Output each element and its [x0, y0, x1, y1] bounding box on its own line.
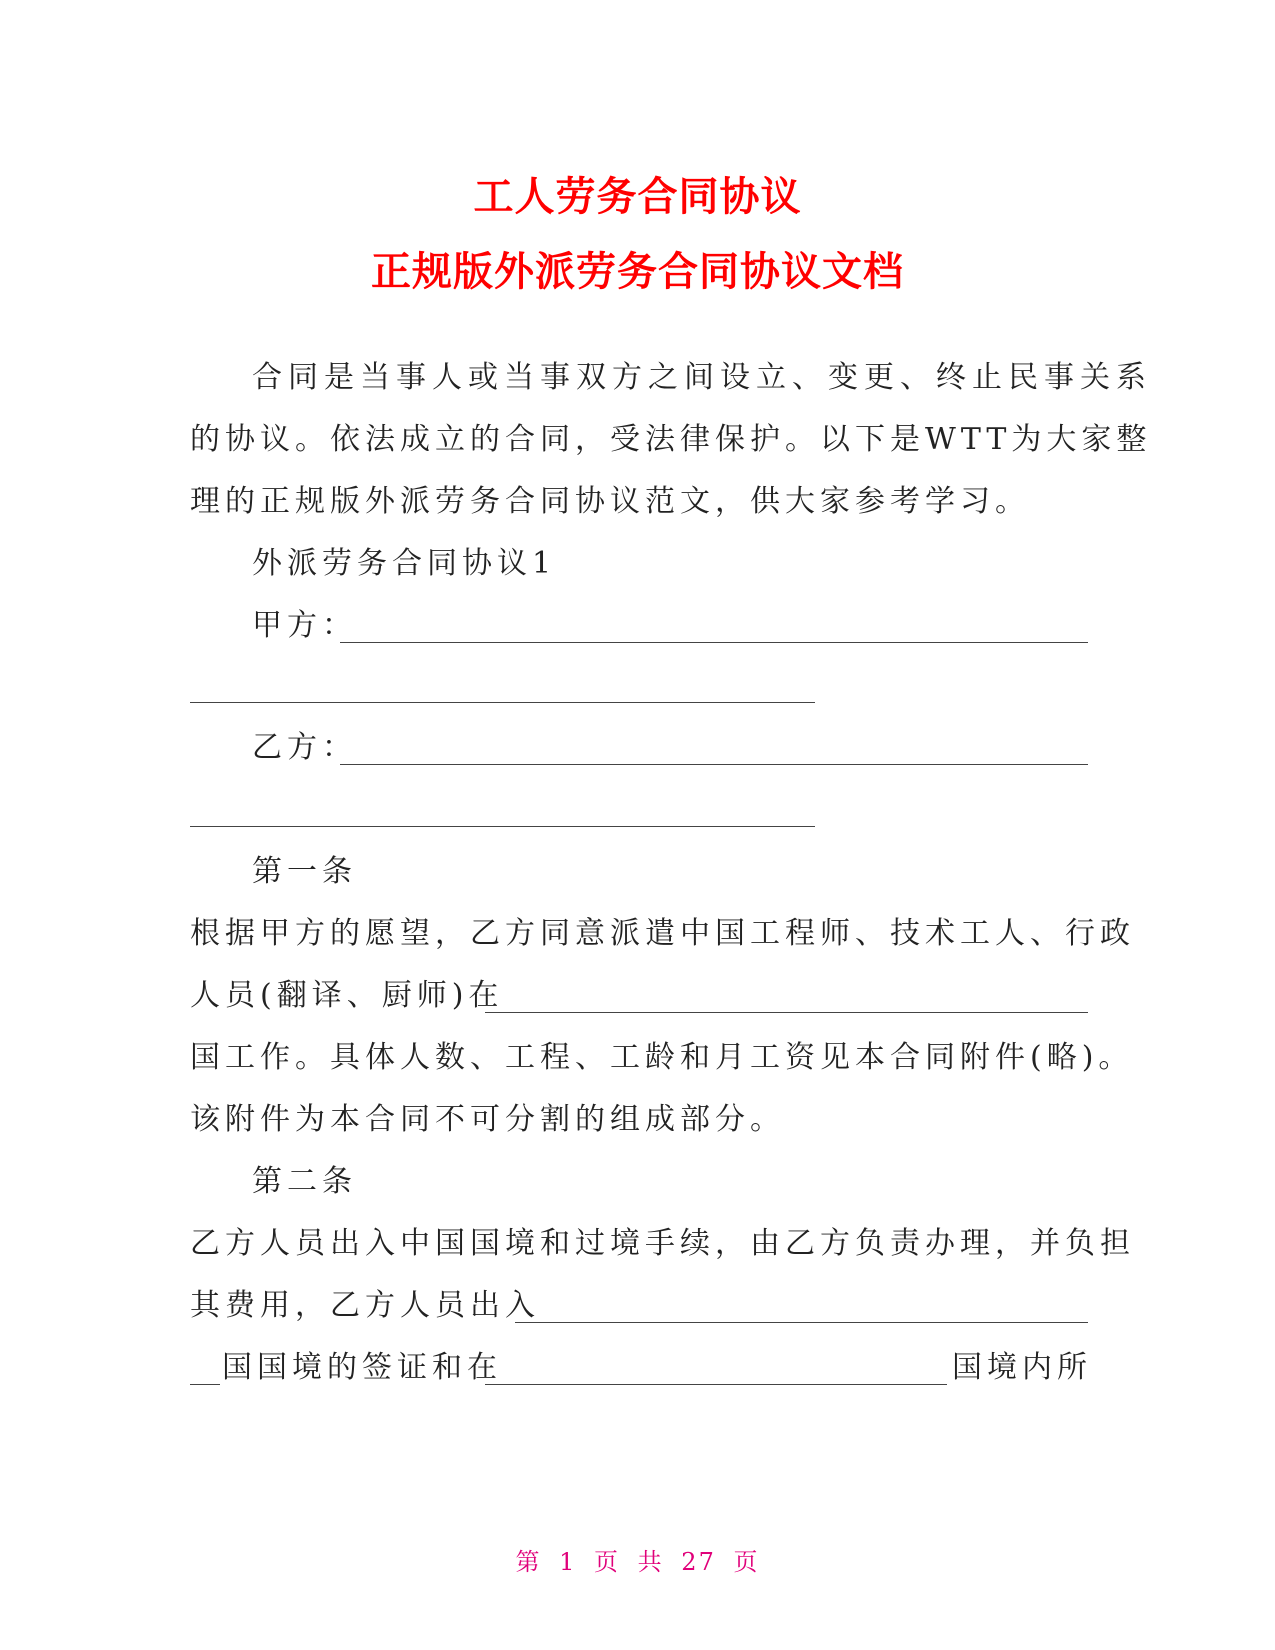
section-heading: 外派劳务合同协议1 — [252, 546, 557, 581]
article-2-line-2: 其费用，乙方人员出入 — [190, 1288, 540, 1323]
article-1-line-4: 该附件为本合同不可分割的组成部分。 — [190, 1102, 785, 1137]
document-subtitle: 正规版外派劳务合同协议文档 — [371, 249, 904, 295]
party-a-blank-continued — [190, 702, 815, 703]
article-2-exit-blank — [515, 1322, 1088, 1323]
article-2-line-3-suffix: 国境内所 — [952, 1350, 1092, 1385]
party-b-blank-continued — [190, 826, 815, 827]
article-2-heading: 第二条 — [252, 1164, 357, 1199]
intro-line-3: 理的正规版外派劳务合同协议范文，供大家参考学习。 — [190, 484, 1030, 519]
article-1-line-2: 人员(翻译、厨师)在 — [190, 978, 504, 1013]
intro-line-2: 的协议。依法成立的合同，受法律保护。以下是WTT为大家整 — [190, 422, 1152, 457]
party-a-blank — [340, 642, 1088, 643]
party-b-label: 乙方： — [252, 730, 357, 765]
article-2-country-blank-2 — [485, 1384, 947, 1385]
party-b-blank — [340, 764, 1088, 765]
page-number: 第 1 页 共 27 页 — [515, 1548, 760, 1576]
article-1-country-blank — [485, 1012, 1088, 1013]
intro-line-1: 合同是当事人或当事双方之间设立、变更、终止民事关系 — [252, 360, 1152, 395]
article-1-line-3: 国工作。具体人数、工程、工龄和月工资见本合同附件(略)。 — [190, 1040, 1134, 1075]
article-2-country-blank-1 — [190, 1384, 220, 1385]
article-1-line-1: 根据甲方的愿望，乙方同意派遣中国工程师、技术工人、行政 — [190, 916, 1135, 951]
party-a-label: 甲方： — [252, 608, 357, 643]
article-2-line-3-mid: 国国境的签证和在 — [222, 1350, 502, 1385]
article-2-line-1: 乙方人员出入中国国境和过境手续，由乙方负责办理，并负担 — [190, 1226, 1135, 1261]
article-1-heading: 第一条 — [252, 854, 357, 889]
document-title: 工人劳务合同协议 — [473, 174, 802, 220]
